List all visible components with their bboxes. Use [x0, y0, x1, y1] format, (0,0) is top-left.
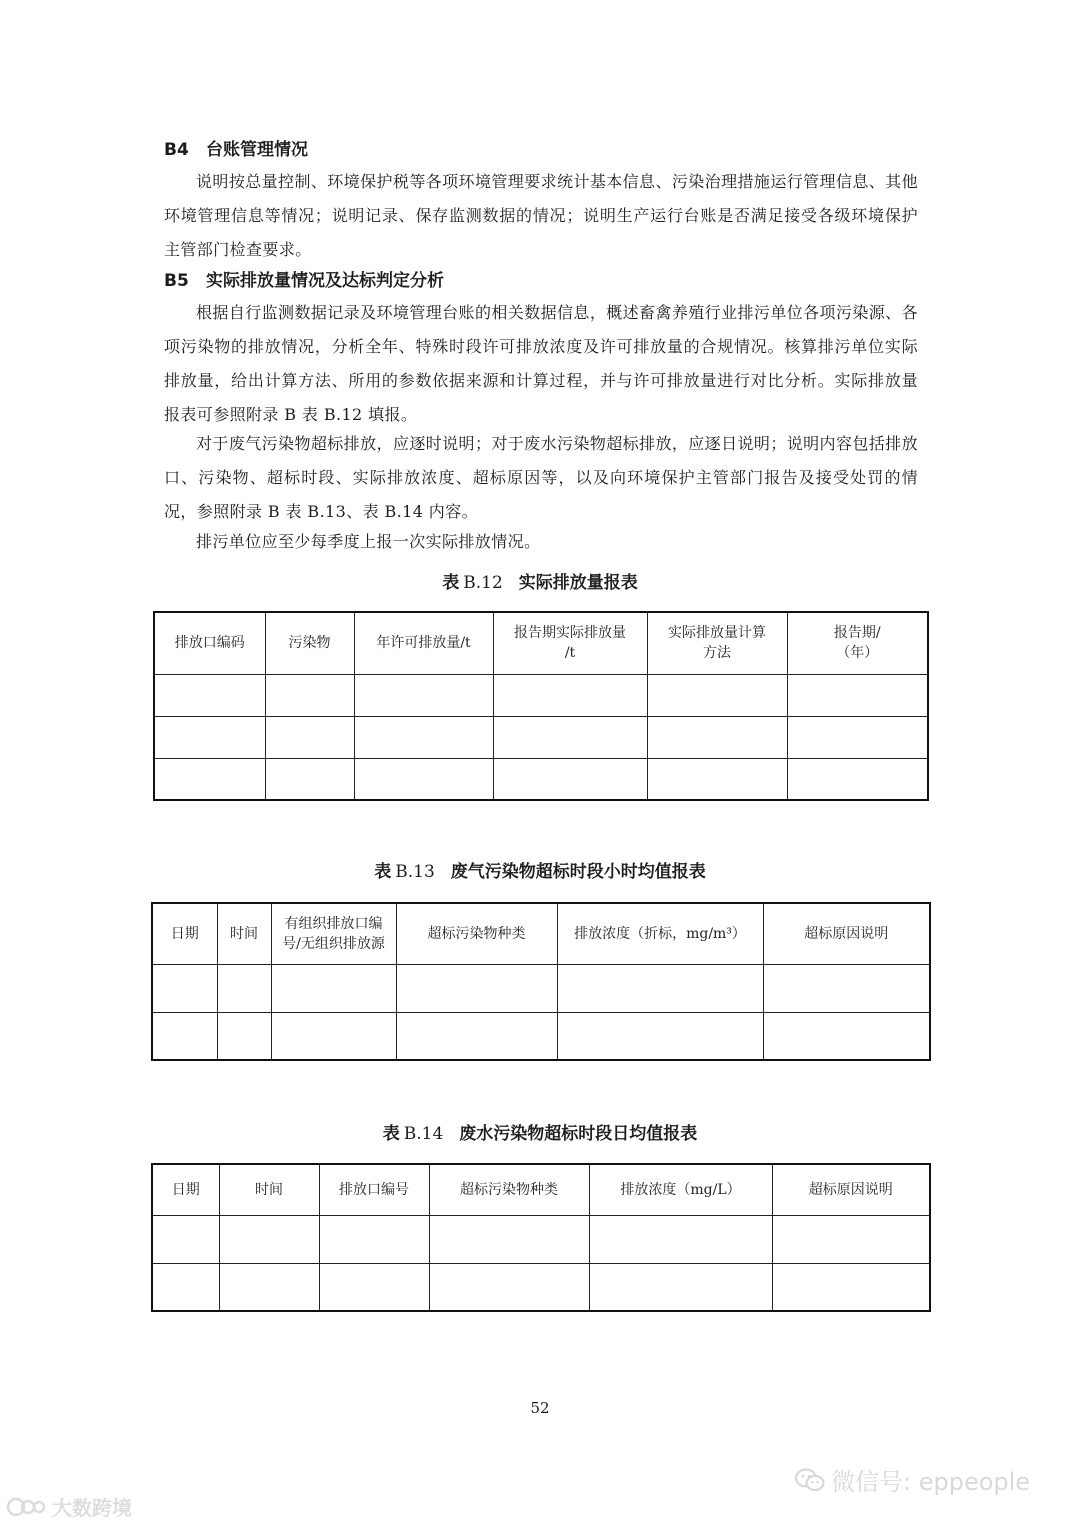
table-caption-b14: [0, 1123, 1080, 1145]
header-text: 时间: [230, 925, 258, 942]
table-caption-b12: [0, 572, 1080, 594]
table-cell: [265, 758, 354, 800]
table-cell: [772, 1215, 930, 1263]
brand-logo-icon: [6, 1496, 46, 1523]
table-header-cell: [429, 1164, 589, 1215]
header-text: 污染物: [288, 635, 331, 652]
header-text: 超标原因说明: [808, 1181, 893, 1198]
table-row: [152, 1263, 930, 1311]
table-header-cell: [319, 1164, 429, 1215]
table-row: [152, 1215, 930, 1263]
table-b14: [151, 1163, 931, 1312]
header-text: 实际排放量计算: [668, 625, 766, 642]
header-text: 排放浓度（折标，mg/m³）: [574, 925, 746, 942]
caption-code: B.14: [403, 1124, 444, 1144]
table-row: [154, 758, 928, 800]
header-text: 报告期实际排放量: [514, 625, 626, 642]
table-cell: [319, 1215, 429, 1263]
table-header-cell: [493, 612, 647, 674]
header-text: 排放口编号: [339, 1181, 409, 1198]
table-cell: [265, 674, 354, 716]
table-header-cell: [787, 612, 928, 674]
table-caption-b13: [0, 861, 1080, 883]
header-text: （年）: [836, 645, 879, 662]
section-title: 实际排放量情况及达标判定分析: [206, 271, 444, 291]
section-number: B4: [164, 140, 189, 160]
table-cell: [589, 1215, 772, 1263]
table-header-cell: [772, 1164, 930, 1215]
table-cell: [763, 1012, 930, 1060]
table-header-cell: [154, 612, 265, 674]
table-cell: [152, 1215, 219, 1263]
paragraph-b4-1: 说明按总量控制、环境保护税等各项环境管理要求统计基本信息、污染治理措施运行管理信息、其他环境管理信息等情况；说明记录、保存监测数据的情况；说明生产运行台账是否满足接受各级环境保护主管部门检查要求。: [164, 172, 918, 259]
table-cell: [154, 758, 265, 800]
table-header-cell: [219, 1164, 319, 1215]
table-header-cell: [152, 903, 217, 964]
table-row: [154, 716, 928, 758]
table-header-cell: [396, 903, 557, 964]
table-cell: [152, 1263, 219, 1311]
table-cell: [429, 1263, 589, 1311]
header-text: 日期: [171, 1181, 200, 1198]
section-heading-b5: [164, 270, 444, 292]
header-text: 超标污染物种类: [460, 1181, 558, 1198]
table-cell: [154, 716, 265, 758]
table-b12: [153, 611, 929, 801]
header-text: 方法: [703, 645, 731, 662]
section-heading-b4: [164, 139, 308, 161]
header-text: 报告期/: [833, 625, 881, 642]
wechat-watermark-text: 微信号: eppeople: [831, 1468, 1031, 1496]
caption-prefix: 表: [382, 1124, 400, 1144]
table-cell: [763, 964, 930, 1012]
table-cell: [217, 1012, 271, 1060]
table-cell: [557, 1012, 763, 1060]
table-cell: [493, 758, 647, 800]
table-cell: [647, 716, 787, 758]
header-text: 排放口编码: [174, 635, 245, 652]
table-header-cell: [217, 903, 271, 964]
caption-prefix: 表: [442, 573, 460, 593]
section-number: B5: [164, 271, 189, 291]
table-header-cell: [763, 903, 930, 964]
table-cell: [154, 674, 265, 716]
wechat-icon: [795, 1467, 825, 1499]
header-text: 有组织排放口编: [284, 915, 383, 932]
caption-title: 实际排放量报表: [518, 573, 638, 593]
table-cell: [647, 758, 787, 800]
table-b13: [151, 902, 931, 1061]
table-cell: [271, 964, 396, 1012]
brand-watermark-text: 大数跨境: [52, 1496, 132, 1520]
page-number: 52: [530, 1399, 550, 1417]
paragraph-b5-3: 排污单位应至少每季度上报一次实际排放情况。: [196, 532, 541, 551]
table-cell: [152, 964, 217, 1012]
table-cell: [647, 674, 787, 716]
table-cell: [152, 1012, 217, 1060]
table-cell: [589, 1263, 772, 1311]
header-text: 日期: [170, 925, 199, 942]
table-cell: [354, 674, 493, 716]
table-cell: [271, 1012, 396, 1060]
table-header-row: [152, 1164, 930, 1215]
table-cell: [354, 758, 493, 800]
table-cell: [396, 964, 557, 1012]
table-header-row: [152, 903, 930, 964]
caption-title: 废水污染物超标时段日均值报表: [459, 1124, 698, 1144]
table-cell: [217, 964, 271, 1012]
caption-code: B.12: [463, 573, 503, 593]
table-header-row: [154, 612, 928, 674]
table-cell: [787, 716, 928, 758]
caption-prefix: 表: [374, 862, 392, 882]
paragraph-b5-1: 根据自行监测数据记录及环境管理台账的相关数据信息，概述畜禽养殖行业排污单位各项污染源、各项污染物的排放情况，分析全年、特殊时段许可排放浓度及许可排放量的合规情况。核算排污单位实际排放量，给出计算方法、所用的参数依据来源和计算过程，并与许可排放量进行对比分析。实际排放量报表可参照附录 B 表 B.12 填报。: [164, 303, 918, 424]
table-header-cell: [354, 612, 493, 674]
table-row: [154, 674, 928, 716]
table-cell: [354, 716, 493, 758]
header-text: 排放浓度（mg/L）: [620, 1181, 741, 1198]
table-cell: [493, 716, 647, 758]
table-header-cell: [265, 612, 354, 674]
table-cell: [772, 1263, 930, 1311]
table-cell: [396, 1012, 557, 1060]
table-cell: [787, 674, 928, 716]
header-text: 超标污染物种类: [427, 925, 526, 942]
paragraph-b5-2: 对于废气污染物超标排放，应逐时说明；对于废水污染物超标排放，应逐日说明；说明内容包括排放口、污染物、超标时段、实际排放浓度、超标原因等，以及向环境保护主管部门报告及接受处罚的情况，参照附录 B 表 B.13、表 B.14 内容。: [164, 434, 918, 521]
table-header-cell: [152, 1164, 219, 1215]
table-header-cell: [589, 1164, 772, 1215]
table-header-cell: [647, 612, 787, 674]
table-cell: [219, 1215, 319, 1263]
header-text: 号/无组织排放源: [282, 935, 385, 952]
caption-title: 废气污染物超标时段小时均值报表: [450, 862, 706, 882]
table-cell: [493, 674, 647, 716]
brand-watermark: [6, 1492, 132, 1523]
table-cell: [429, 1215, 589, 1263]
section-title: 台账管理情况: [206, 140, 308, 160]
caption-code: B.13: [395, 862, 435, 882]
header-text: 超标原因说明: [804, 925, 889, 942]
table-cell: [219, 1263, 319, 1311]
table-row: [152, 964, 930, 1012]
table-cell: [265, 716, 354, 758]
header-text: /t: [564, 645, 576, 662]
wechat-watermark: [795, 1462, 1030, 1499]
table-header-cell: [271, 903, 396, 964]
table-cell: [319, 1263, 429, 1311]
header-text: 年许可排放量/t: [376, 635, 471, 652]
table-row: [152, 1012, 930, 1060]
header-text: 时间: [255, 1181, 283, 1198]
table-header-cell: [557, 903, 763, 964]
table-cell: [787, 758, 928, 800]
table-cell: [557, 964, 763, 1012]
